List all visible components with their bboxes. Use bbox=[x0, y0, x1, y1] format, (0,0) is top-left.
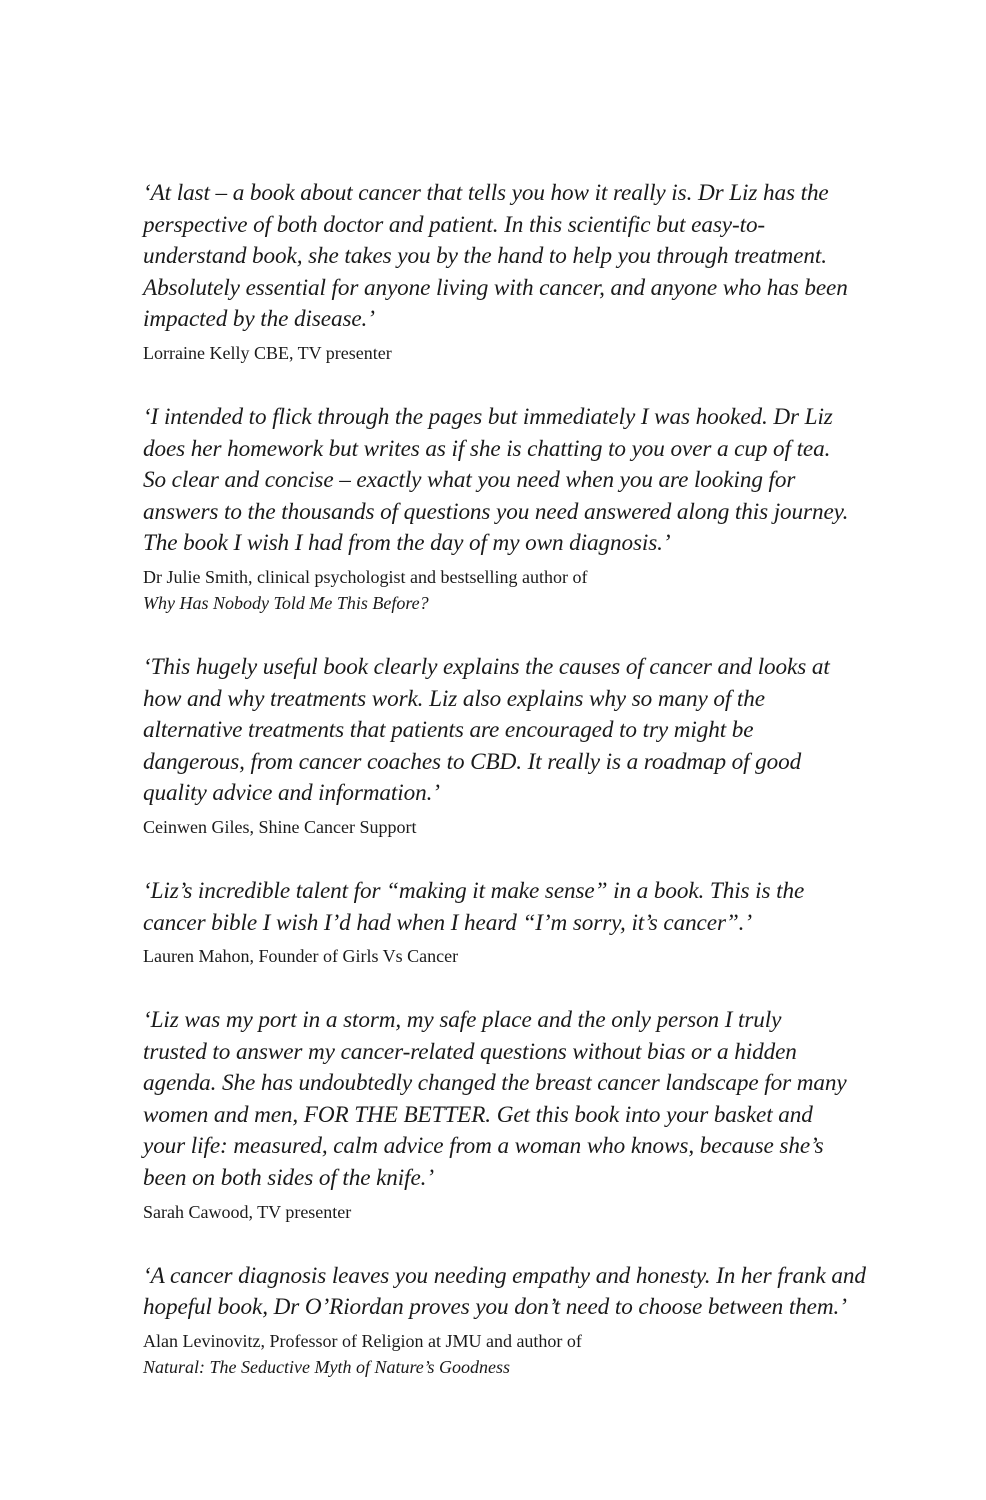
quote-line: Absolutely essential for anyone living with cancer, and anyone who has been bbox=[143, 274, 848, 301]
testimonial-quote bbox=[143, 402, 855, 560]
testimonial-attribution: Ceinwen Giles, Shine Cancer Support bbox=[143, 816, 417, 837]
quote-line: dangerous, from cancer coaches to CBD. It really is a roadmap of good bbox=[143, 748, 802, 775]
quote-line: alternative treatments that patients are encouraged to try might be bbox=[143, 717, 754, 744]
testimonial bbox=[143, 402, 855, 616]
quote-line: impacted by the disease.’ bbox=[143, 306, 375, 333]
quote-line: does her homework but writes as if she is chatting to you over a cup of tea. bbox=[143, 435, 831, 462]
quote-line: hopeful book, Dr O’Riordan proves you don’t need to choose between them.’ bbox=[143, 1294, 847, 1321]
testimonial-attribution: Dr Julie Smith, clinical psychologist and bestselling author of bbox=[143, 566, 588, 587]
testimonial-quote bbox=[143, 178, 855, 336]
testimonial-book-title: Why Has Nobody Told Me This Before? bbox=[143, 592, 429, 613]
testimonial bbox=[143, 178, 855, 366]
quote-line: ‘Liz was my port in a storm, my safe place and the only person I truly bbox=[143, 1007, 782, 1034]
testimonial-quote bbox=[143, 1005, 855, 1195]
quote-line: perspective of both doctor and patient. In this scientific but easy-to- bbox=[143, 211, 766, 238]
praise-page bbox=[143, 178, 866, 1416]
quote-line: ‘I intended to flick through the pages but immediately I was hooked. Dr Liz bbox=[143, 403, 833, 430]
quote-line: understand book, she takes you by the hand to help you through treatment. bbox=[143, 243, 827, 270]
testimonial-quote bbox=[143, 876, 855, 939]
testimonial bbox=[143, 652, 855, 840]
quote-line: how and why treatments work. Liz also explains why so many of the bbox=[143, 685, 765, 712]
quote-line: ‘This hugely useful book clearly explains the causes of cancer and looks at bbox=[143, 653, 830, 680]
quote-line: trusted to answer my cancer-related questions without bias or a hidden bbox=[143, 1038, 797, 1065]
testimonial-attribution: Alan Levinovitz, Professor of Religion at JMU and author of bbox=[143, 1330, 582, 1351]
quote-line: agenda. She has undoubtedly changed the breast cancer landscape for many bbox=[143, 1070, 847, 1097]
quote-line: ‘At last – a book about cancer that tells you how it really is. Dr Liz has the bbox=[143, 180, 829, 206]
quote-line: So clear and concise – exactly what you need when you are looking for bbox=[143, 467, 796, 494]
quote-line: cancer bible I wish I’d had when I heard “I’m sorry, it’s cancer”.’ bbox=[143, 909, 752, 936]
quote-line: women and men, FOR THE BETTER. Get this book into your basket and bbox=[143, 1101, 813, 1128]
testimonial-attribution: Lorraine Kelly CBE, TV presenter bbox=[143, 342, 392, 363]
quote-line: The book I wish I had from the day of my own diagnosis.’ bbox=[143, 530, 671, 557]
testimonial-quote bbox=[143, 1261, 866, 1324]
testimonial bbox=[143, 1261, 866, 1380]
testimonial-attribution: Lauren Mahon, Founder of Girls Vs Cancer bbox=[143, 946, 459, 967]
testimonial-book-title: Natural: The Seductive Myth of Nature’s Goodness bbox=[143, 1356, 510, 1377]
testimonial bbox=[143, 1005, 855, 1225]
quote-line: ‘Liz’s incredible talent for “making it make sense” in a book. This is the bbox=[143, 877, 805, 904]
quote-line: been on both sides of the knife.’ bbox=[143, 1165, 434, 1192]
testimonial bbox=[143, 876, 855, 969]
testimonial-attribution: Sarah Cawood, TV presenter bbox=[143, 1201, 352, 1222]
quote-line: quality advice and information.’ bbox=[143, 780, 440, 807]
quote-line: answers to the thousands of questions you need answered along this journey. bbox=[143, 498, 849, 525]
testimonial-quote bbox=[143, 652, 855, 810]
quote-line: ‘A cancer diagnosis leaves you needing empathy and honesty. In her frank and bbox=[143, 1262, 866, 1289]
quote-line: your life: measured, calm advice from a woman who knows, because she’s bbox=[143, 1133, 824, 1160]
